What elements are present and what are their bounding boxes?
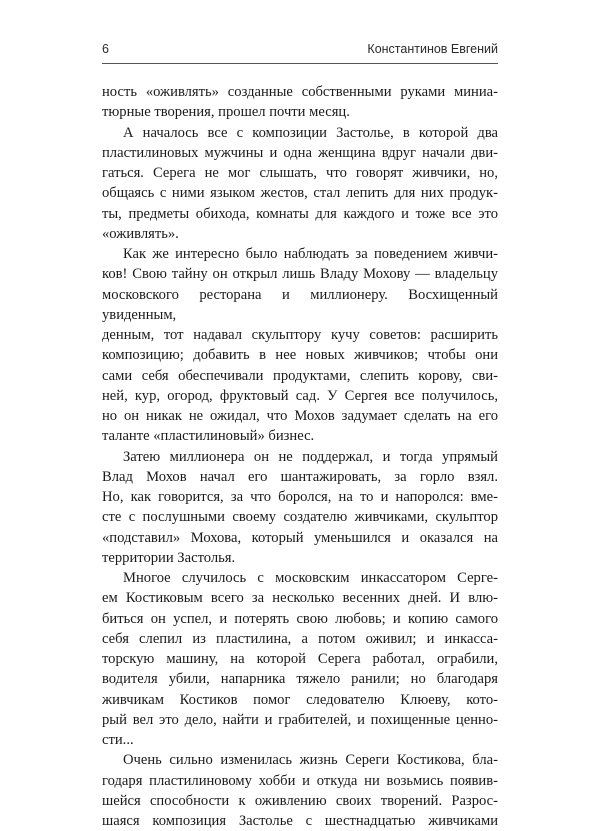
- text-line: себя слепил из пластилина, а потом оживил; и инкасса-: [102, 630, 498, 647]
- text-line: торскую машину, на которой Серега работал, ограбили,: [102, 651, 498, 667]
- text-line: гаться. Серега не мог слышать, что говорят живчики, но,: [102, 165, 498, 181]
- text-line: водителя убили, напарника тяжело ранили; но благодаря: [102, 671, 498, 688]
- text-line: общаясь с ними языком жестов, стал лепить для них продук-: [102, 185, 498, 202]
- body-text: [102, 82, 498, 831]
- text-line: Влад Мохов начал его шантажировать, за горло взял.: [102, 468, 498, 485]
- text-line: московского ресторана и миллионеру. Восхищенный увиденным,: [102, 286, 498, 323]
- text-line: «подставил» Мохова, который уменьшился и оказался на: [102, 529, 498, 546]
- text-line: Как же интересно было наблюдать за поведением живчи-: [123, 246, 498, 262]
- text-line: Очень сильно изменилась жизнь Сереги Костикова, бла-: [123, 752, 498, 769]
- text-line: композицию; добавить в нее новых живчиков; чтобы они: [102, 347, 498, 364]
- text-line: пластилиновых мужчины и одна женщина вдруг начали дви-: [102, 144, 498, 161]
- text-line: «оживлять».: [102, 225, 179, 242]
- text-line: территории Застолья.: [102, 549, 236, 566]
- text-line: ты, предметы обихода, комнаты для каждого и тоже все это: [102, 205, 498, 222]
- text-line: но он никак не ожидал, что Мохов задумает сделать на его: [102, 408, 498, 424]
- text-line: годаря пластилиновому хобби и откуда ни возьмись появив-: [102, 772, 498, 789]
- text-line: рый вел это дело, найти и грабителей, и похищенные ценно-: [102, 711, 498, 728]
- header-rule: [102, 63, 498, 64]
- text-line: таланте «пластилиновый» бизнес.: [102, 428, 315, 445]
- text-line: Но, как говорится, за что боролся, на то и напоролся: вме-: [102, 489, 498, 505]
- text-line: А началось все с композиции Застолье, в которой два: [123, 124, 498, 141]
- text-line: Затею миллионера он не поддержал, и тогда упрямый: [123, 448, 498, 465]
- text-line: тюрные творения, прошел почти месяц.: [102, 104, 350, 121]
- text-line: живчикам Костиков помог следователю Клюеву, кото-: [102, 691, 498, 708]
- text-line: шаяся композиция Застолье с шестнадцатью живчиками: [102, 813, 498, 829]
- page-number: 6: [102, 42, 109, 56]
- text-line: сами себя обеспечивали продуктами, слепить корову, сви-: [102, 367, 498, 384]
- running-head-author: Константинов Евгений: [367, 42, 498, 56]
- text-line: денным, тот надавал скульптору кучу советов: расширить: [102, 327, 498, 343]
- text-line: шейся способности к оживлению своих творений. Разрос-: [102, 792, 498, 809]
- text-line: ность «оживлять» созданные собственными руками миниа-: [102, 84, 498, 100]
- text-line: ней, кур, огород, фруктовый сад. У Сергея все получилось,: [102, 387, 498, 404]
- text-line: ем Костиковым всего за несколько весенних дней. И влю-: [102, 590, 498, 607]
- text-line: сти...: [102, 732, 134, 748]
- text-line: сте с послушными своему создателю живчиками, скульптор: [102, 509, 498, 526]
- text-line: Многое случилось с московским инкассатором Серге-: [123, 570, 498, 586]
- text-line: биться он успел, и потерять свою любовь; и копию самого: [102, 610, 498, 627]
- text-line: ков! Свою тайну он открыл лишь Владу Мохову — владельцу: [102, 266, 498, 283]
